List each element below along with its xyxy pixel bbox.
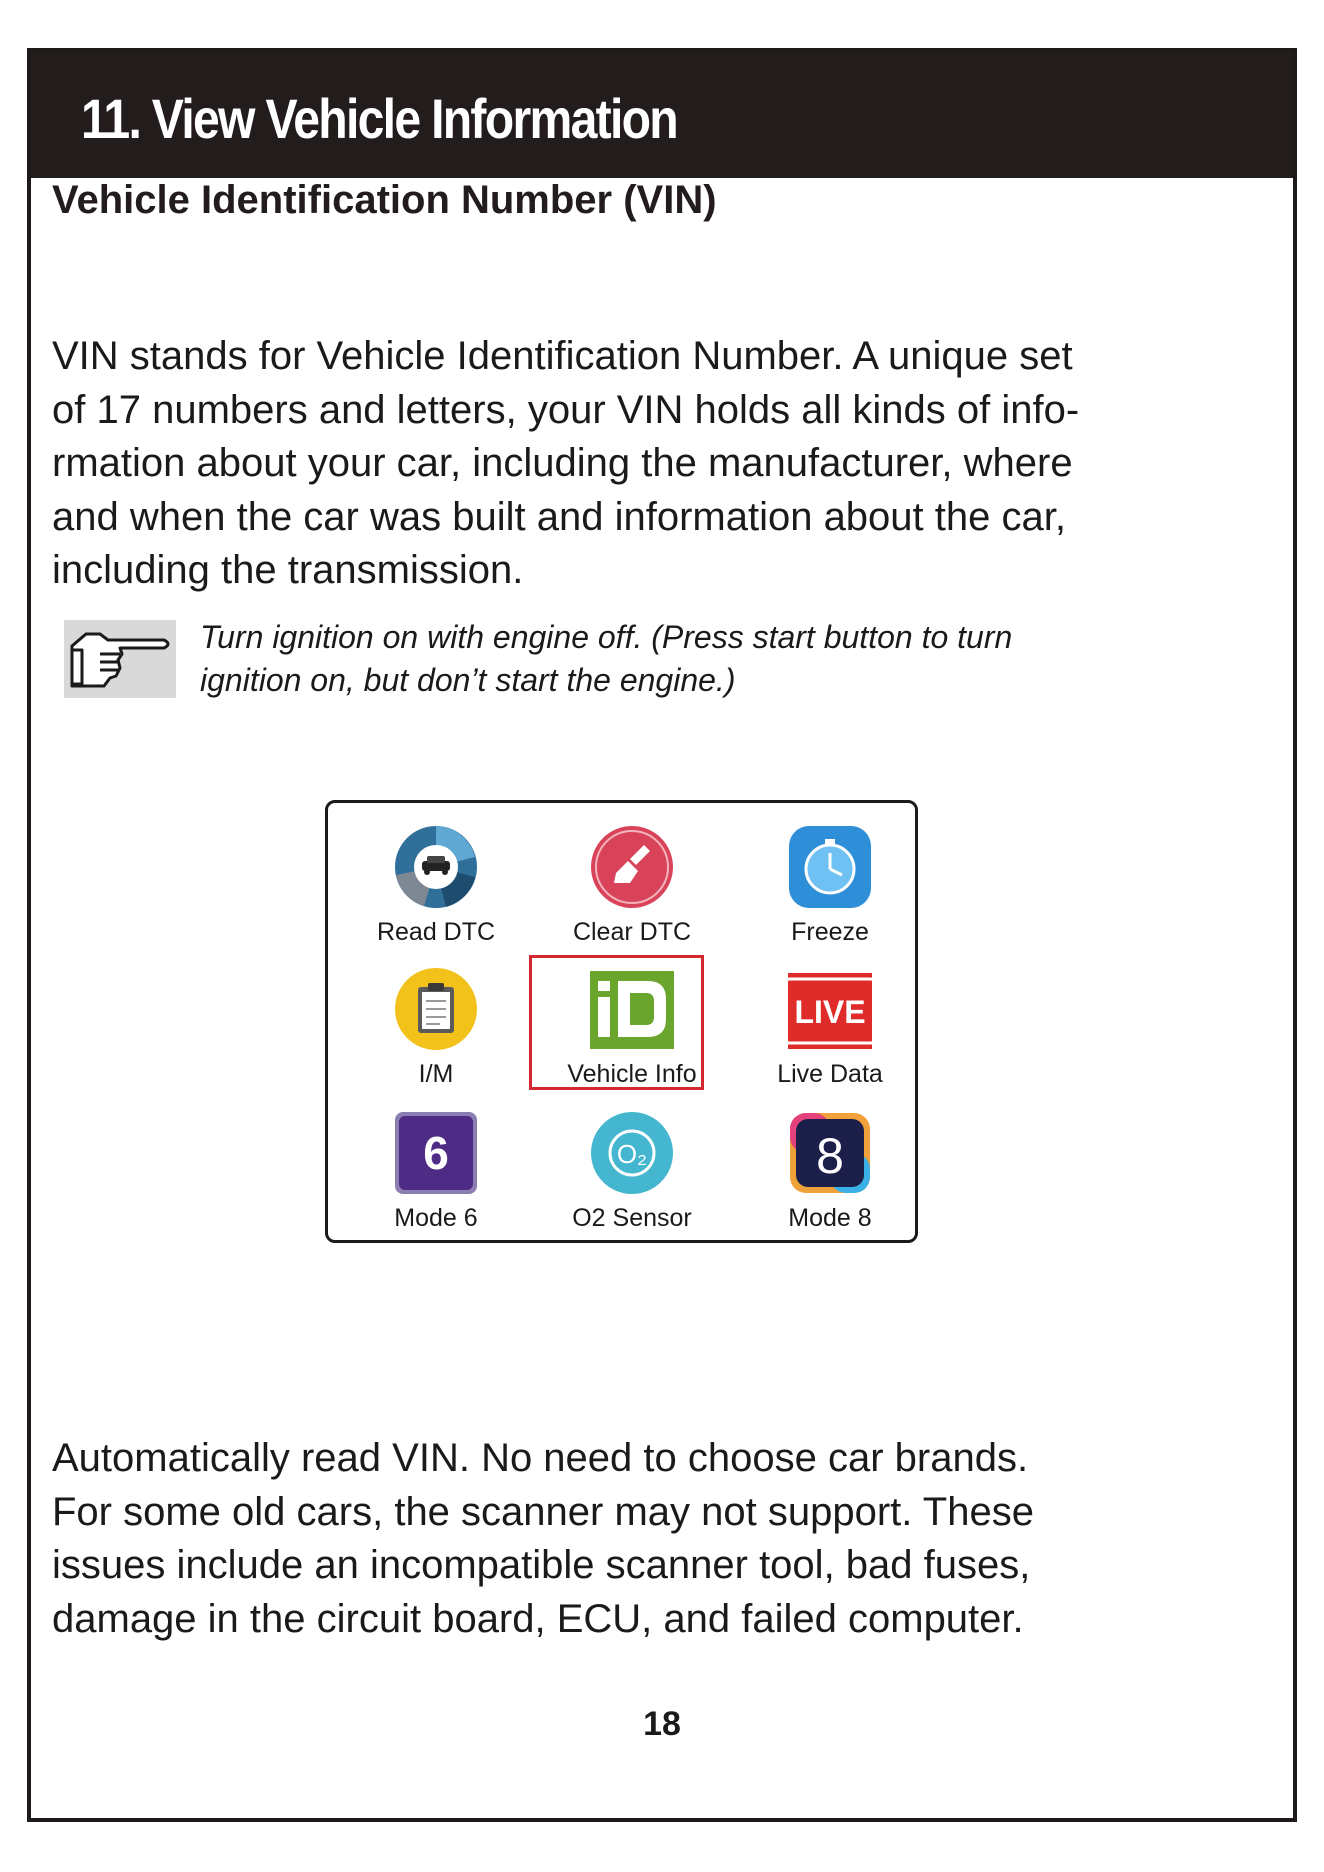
menu-item-label: O2 Sensor <box>572 1204 692 1232</box>
note-line: Turn ignition on with engine off. (Press start button to turn <box>200 619 1013 655</box>
menu-item-label: Freeze <box>791 918 869 946</box>
mode-8-icon <box>788 1111 872 1195</box>
outro-line: damage in the circuit board, ECU, and failed computer. <box>52 1596 1024 1641</box>
outro-line: issues include an incompatible scanner tool, bad fuses, <box>52 1543 1031 1587</box>
clipboard-icon <box>394 967 478 1051</box>
o2-icon-text: O₂ <box>616 1139 648 1169</box>
menu-item-label: Live Data <box>777 1060 883 1088</box>
outro-line: For some old cars, the scanner may not support. These <box>52 1489 1034 1534</box>
menu-item-label: Read DTC <box>376 918 496 946</box>
intro-line: and when the car was built and information about the car, <box>52 494 1066 539</box>
intro-line: including the transmission. <box>52 548 524 592</box>
menu-item-label: Clear DTC <box>572 918 692 946</box>
o2-icon <box>590 1111 674 1195</box>
mode-6-icon <box>394 1111 478 1195</box>
mode-8-icon-text: 8 <box>816 1128 844 1184</box>
menu-item-label: I/M <box>418 1060 454 1088</box>
intro-line: of 17 numbers and letters, your VIN holds all kinds of info- <box>52 387 1080 432</box>
section-heading: Vehicle Identification Number (VIN) <box>52 178 717 222</box>
selected-item-highlight <box>529 955 704 1090</box>
intro-line: VIN stands for Vehicle Identification Number. A unique set <box>52 334 1073 378</box>
intro-paragraph <box>52 330 1242 598</box>
page-title: 11. View Vehicle Information <box>81 87 678 150</box>
outro-paragraph <box>52 1432 1242 1646</box>
section-header-bar <box>31 52 1293 178</box>
menu-item-label: Mode 8 <box>788 1204 872 1232</box>
pointing-hand-icon <box>64 620 176 698</box>
live-icon <box>788 967 872 1051</box>
intro-line: rmation about your car, including the manufacturer, where <box>52 441 1073 485</box>
live-icon-text: LIVE <box>794 994 866 1030</box>
stopwatch-icon <box>788 825 872 909</box>
broom-icon <box>590 825 674 909</box>
menu-item-label: Mode 6 <box>394 1204 478 1232</box>
car-dial-icon <box>394 825 478 909</box>
mode-6-icon-text: 6 <box>423 1127 449 1179</box>
page-number: 18 <box>643 1705 681 1743</box>
note-line: ignition on, but don’t start the engine.) <box>200 662 736 698</box>
menu-item-label: Vehicle Info <box>567 1060 697 1088</box>
note-text <box>200 616 1200 702</box>
scanner-menu-screen <box>325 800 918 1243</box>
outro-line: Automatically read VIN. No need to choose car brands. <box>52 1436 1029 1480</box>
